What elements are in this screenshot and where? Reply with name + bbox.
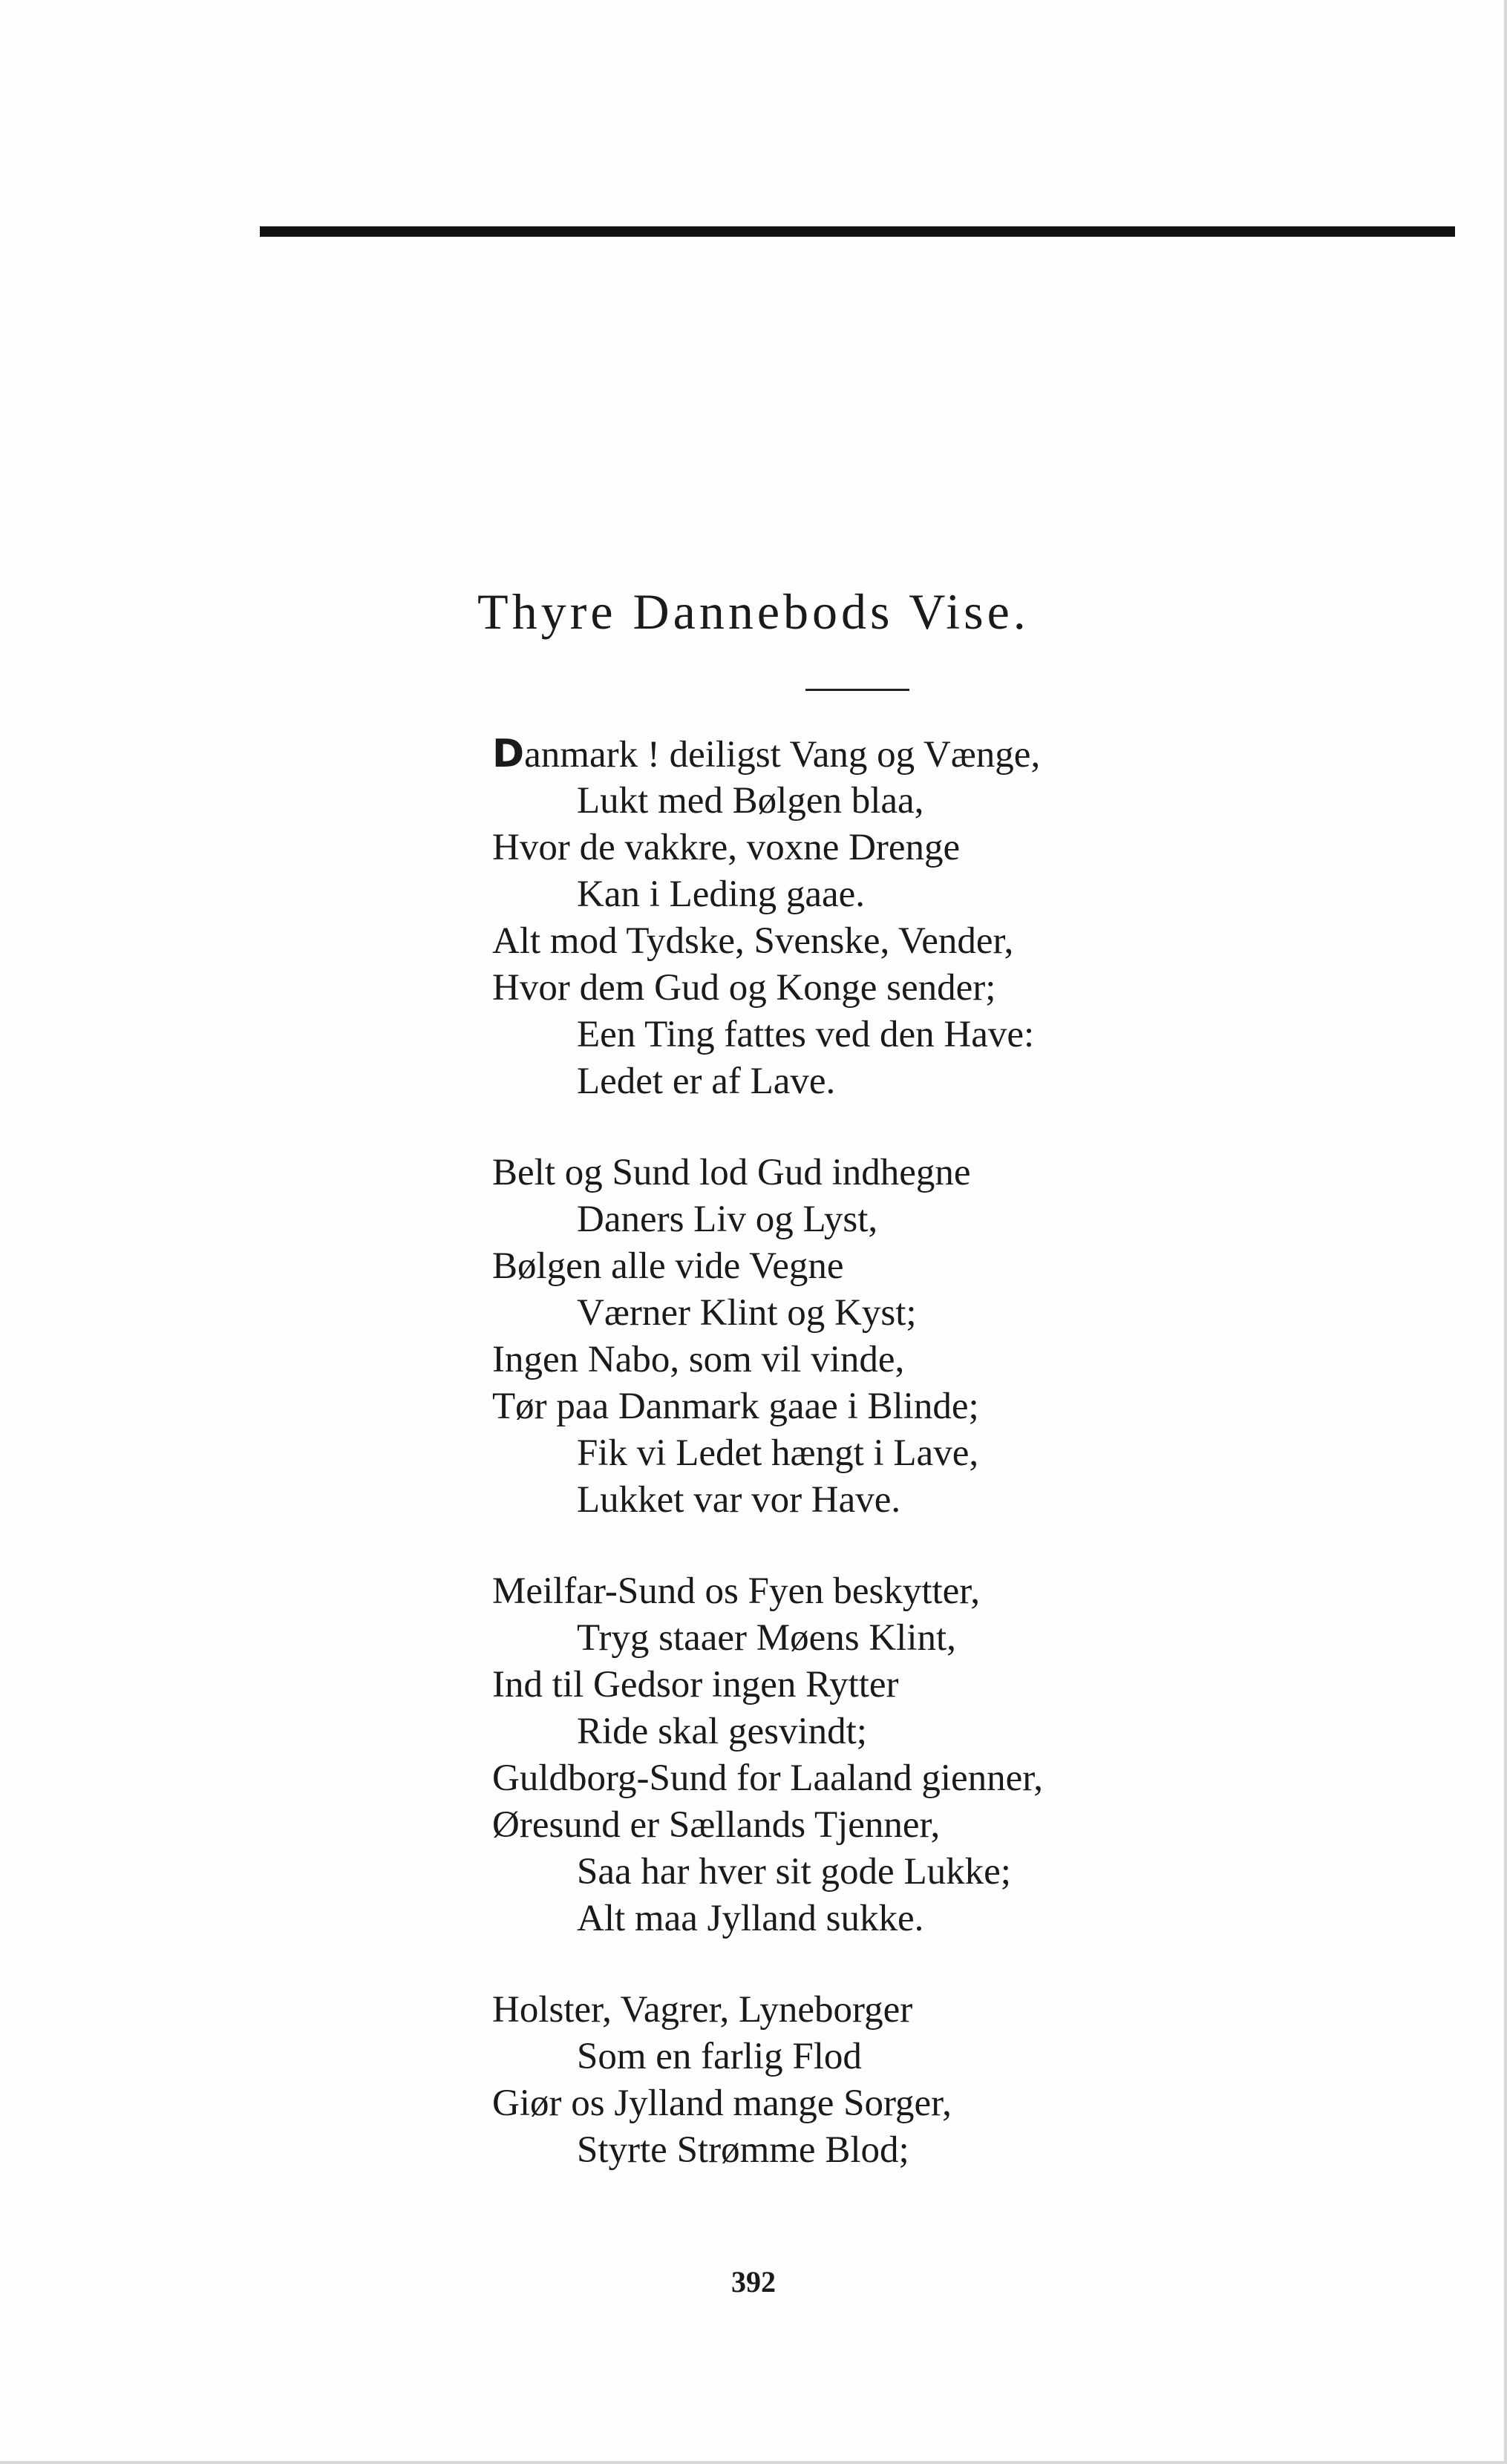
- poem-line: Fik vi Ledet hængt i Lave,: [577, 1432, 979, 1474]
- stanza-4: [492, 1987, 1472, 2174]
- poem-line: Lukket var vor Have.: [577, 1479, 901, 1521]
- poem-line: Holster, Vagrer, Lyneborger: [492, 1989, 913, 2031]
- poem-line: Kan i Leding gaae.: [577, 874, 866, 915]
- poem-line: Styrte Strømme Blod;: [577, 2129, 909, 2171]
- poem-title: Thyre Dannebods Vise.: [477, 583, 1030, 640]
- poem-line: Tryg staaer Møens Klint,: [577, 1617, 956, 1659]
- poem-line: Alt maa Jylland sukke.: [577, 1898, 924, 1939]
- title-divider: [805, 689, 909, 691]
- stanza-1: [492, 731, 1472, 1105]
- poem-line: Ride skal gesvindt;: [577, 1711, 867, 1752]
- poem-line: Ind til Gedsor ingen Rytter: [492, 1664, 899, 1706]
- poem-line: Belt og Sund lod Gud indhegne: [492, 1152, 971, 1193]
- page-edge-right: [1504, 0, 1507, 2464]
- poem-line: Meilfar-Sund os Fyen beskytter,: [492, 1570, 980, 1612]
- poem-line: Guldborg-Sund for Laaland gienner,: [492, 1757, 1043, 1799]
- poem-line: Tør paa Danmark gaae i Blinde;: [492, 1386, 979, 1427]
- poem-line: Som en farlig Flod: [577, 2036, 862, 2077]
- header-rule: [260, 226, 1455, 237]
- poem-line: Øresund er Sællands Tjenner,: [492, 1804, 941, 1846]
- poem-line: Ingen Nabo, som vil vinde,: [492, 1339, 905, 1380]
- poem-line: Giør os Jylland mange Sorger,: [492, 2083, 952, 2124]
- page-edge-bottom: [0, 2461, 1507, 2464]
- stanza-2: [492, 1150, 1472, 1524]
- poem-line: Een Ting fattes ved den Have:: [577, 1014, 1035, 1055]
- poem-line-text: anmark ! deiligst Vang og Vænge,: [524, 734, 1041, 776]
- poem-line: Hvor de vakkre, voxne Drenge: [492, 827, 961, 868]
- drop-cap: D: [492, 732, 525, 776]
- stanza-3: [492, 1568, 1472, 1942]
- page-number: 392: [731, 2265, 776, 2298]
- poem-line: Værner Klint og Kyst;: [577, 1292, 917, 1334]
- poem-line: Saa har hver sit gode Lukke;: [577, 1851, 1011, 1893]
- poem-line: Alt mod Tydske, Svenske, Vender,: [492, 920, 1014, 962]
- poem-line: Hvor dem Gud og Konge sender;: [492, 967, 996, 1009]
- poem-line: Ledet er af Lave.: [577, 1061, 836, 1102]
- poem-line: Daners Liv og Lyst,: [577, 1199, 878, 1240]
- poem-line: Lukt med Bølgen blaa,: [577, 780, 924, 822]
- poem-line: [492, 731, 1472, 778]
- poem-body: [492, 731, 1472, 2218]
- poem-line: Bølgen alle vide Vegne: [492, 1245, 844, 1287]
